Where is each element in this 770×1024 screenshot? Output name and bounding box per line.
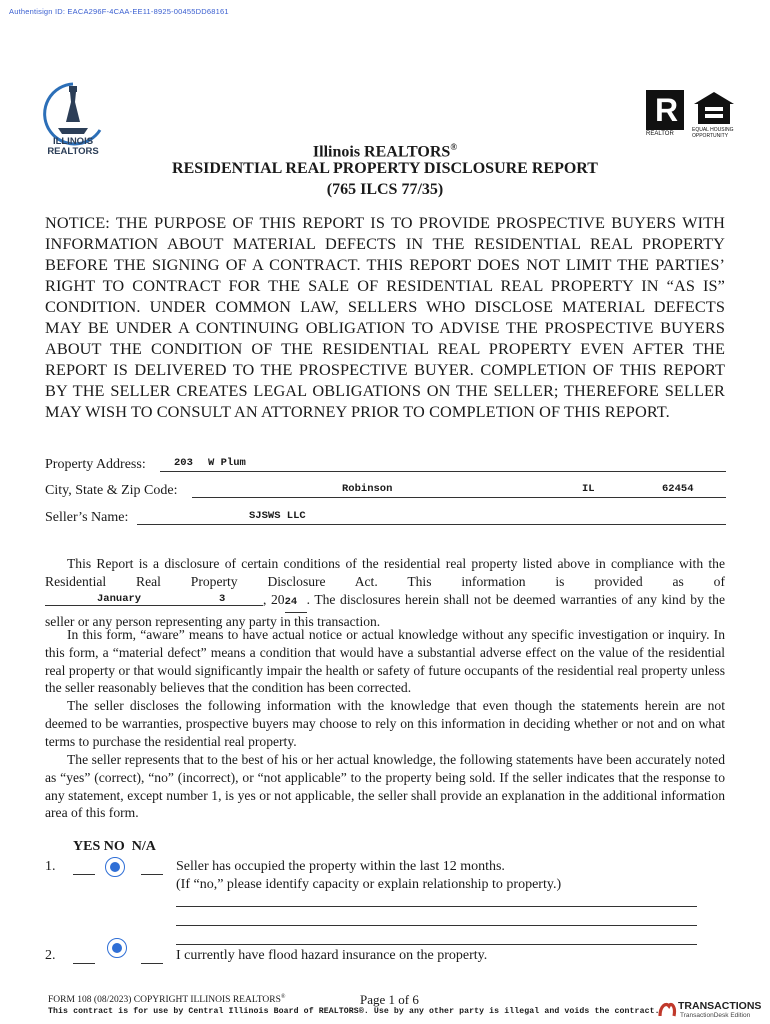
question-2-number: 2. xyxy=(45,948,56,963)
realtor-logo xyxy=(646,90,684,130)
transactions-brand: TRANSACTIONS xyxy=(678,1000,762,1012)
intro-paragraph-1b: . The disclosures herein shall not be deemed warranties of any kind by the seller or any person representing any party in this transaction. xyxy=(45,592,726,629)
question-1-no-radio[interactable] xyxy=(105,857,125,877)
property-address-field[interactable] xyxy=(160,458,726,472)
realtor-caption: REALTOR xyxy=(646,131,674,137)
form-copyright xyxy=(48,994,285,1005)
city-state-zip-label: City, State & Zip Code: xyxy=(45,483,178,498)
question-1-explain-line-3[interactable] xyxy=(176,944,697,945)
authentisign-id: Authentisign ID: EACA296F-4CAA-EE11-8925-00455DD68161 xyxy=(9,7,229,16)
realtor-r-icon: R xyxy=(655,92,679,128)
date-field[interactable] xyxy=(45,591,263,606)
date-year[interactable]: 24 xyxy=(285,594,307,613)
seller-value: SJSWS LLC xyxy=(249,510,306,522)
question-1-explain-line-2[interactable] xyxy=(176,925,697,926)
address-number: 203 xyxy=(174,457,193,469)
transactions-logo-icon xyxy=(657,1000,677,1020)
intro-paragraph-2: In this form, “aware” means to have actual notice or actual knowledge without any specific investigation or inquiry. In this form, a “material defect” means a condition that would have a substantial adverse effect on the value of the residential real property or that would significantly impair the health or safety of future occupants of the residential real property unless the seller reasonably believes that the condition has been corrected. xyxy=(45,627,725,696)
seller-name-field[interactable] xyxy=(137,511,726,525)
date-year-prefix: , 20 xyxy=(263,592,285,607)
question-1-yes[interactable] xyxy=(73,862,95,880)
property-address-label: Property Address: xyxy=(45,457,146,472)
usage-notice: This contract is for use by Central Illinois Board of REALTORS®. Use by any other party is illegal and voids the contract. xyxy=(48,1007,660,1016)
address-street: W Plum xyxy=(208,457,246,469)
question-1-explain-line-1[interactable] xyxy=(176,906,697,907)
question-2-text: I currently have flood hazard insurance on the property. xyxy=(176,948,488,963)
state-value: IL xyxy=(582,483,595,495)
statute-reference: (765 ILCS 77/35) xyxy=(326,181,444,198)
copyright-mark: ® xyxy=(280,994,286,1000)
document-title: RESIDENTIAL REAL PROPERTY DISCLOSURE REPORT xyxy=(172,160,598,177)
equal-housing-caption: EQUAL HOUSING OPPORTUNITY xyxy=(692,127,734,139)
form-copyright-text: FORM 108 (08/2023) COPYRIGHT ILLINOIS REALTORS xyxy=(48,995,281,1006)
zip-value: 62454 xyxy=(662,483,694,495)
equal-housing-icon xyxy=(692,90,736,126)
city-value: Robinson xyxy=(342,483,393,495)
notice-paragraph: NOTICE: THE PURPOSE OF THIS REPORT IS TO PROVIDE PROSPECTIVE BUYERS WITH INFORMATION ABOUT MATERIAL DEFECTS IN THE RESIDENTIAL REAL PROPERTY BEFORE THE SIGNING OF A CONTRACT. THIS REPORT DOES NOT LIMIT THE PARTIES’ RIGHT TO CONTRACT FOR THE SALE OF RESIDENTIAL REAL PROPERTY IN “AS IS” CONDITION. UNDER COMMON LAW, SELLERS WHO DISCLOSE MATERIAL DEFECTS MAY BE UNDER A CONTINUING OBLIGATION TO ADVISE THE PROSPECTIVE BUYERS ABOUT THE CONDITION OF THE RESIDENTIAL REAL PROPERTY EVEN AFTER THE REPORT IS DELIVERED TO THE PROSPECTIVE BUYER. COMPLETION OF THIS REPORT BY THE SELLER CREATES LEGAL OBLIGATIONS ON THE SELLER; THEREFORE SELLER MAY WISH TO CONSULT AN ATTORNEY PRIOR TO COMPLETION OF THIS REPORT. xyxy=(45,213,725,421)
question-1-number: 1. xyxy=(45,859,56,874)
intro-paragraph-3: The seller discloses the following information with the knowledge that even though the statements herein are not deemed to be warranties, prospective buyers may choose to rely on this information in deciding whether or not and on what terms to purchase the residential real property. xyxy=(45,698,725,749)
page-number: Page 1 of 6 xyxy=(360,992,419,1007)
city-state-zip-field[interactable] xyxy=(192,484,726,498)
question-1-text: Seller has occupied the property within the last 12 months. xyxy=(176,859,505,874)
intro-paragraph-4: The seller represents that to the best of his or her actual knowledge, the following statements have been accurately noted as “yes” (correct), “no” (incorrect), or “not applicable” to the property being sold. If the seller indicates that the response to any statement, except number 1, is yes or not applicable, the seller shall provide an explanation in the additional information area of this form. xyxy=(45,752,725,821)
date-month: January xyxy=(97,593,142,605)
date-day: 3 xyxy=(219,593,226,605)
seller-name-label: Seller’s Name: xyxy=(45,510,129,525)
transactions-edition: TransactionDesk Edition xyxy=(680,1012,751,1019)
question-2-no-radio[interactable] xyxy=(107,938,127,958)
intro-paragraph-1a: This Report is a disclosure of certain conditions of the residential real property listed above in compliance with the Residential Real Property Disclosure Act. This information is provided as of xyxy=(45,556,725,589)
question-2-yes[interactable] xyxy=(73,951,95,969)
date-line xyxy=(45,591,725,631)
org-name: Illinois REALTORS xyxy=(312,143,451,161)
answer-column-headers: YES NO N/A xyxy=(73,839,156,854)
registered-mark: ® xyxy=(450,142,458,152)
question-1-subtext: (If “no,” please identify capacity or explain relationship to property.) xyxy=(176,877,562,892)
question-2-na[interactable] xyxy=(141,951,163,969)
illinois-realtors-logo-text: ILLINOIS REALTORS xyxy=(47,136,99,157)
question-1-na[interactable] xyxy=(141,862,163,880)
